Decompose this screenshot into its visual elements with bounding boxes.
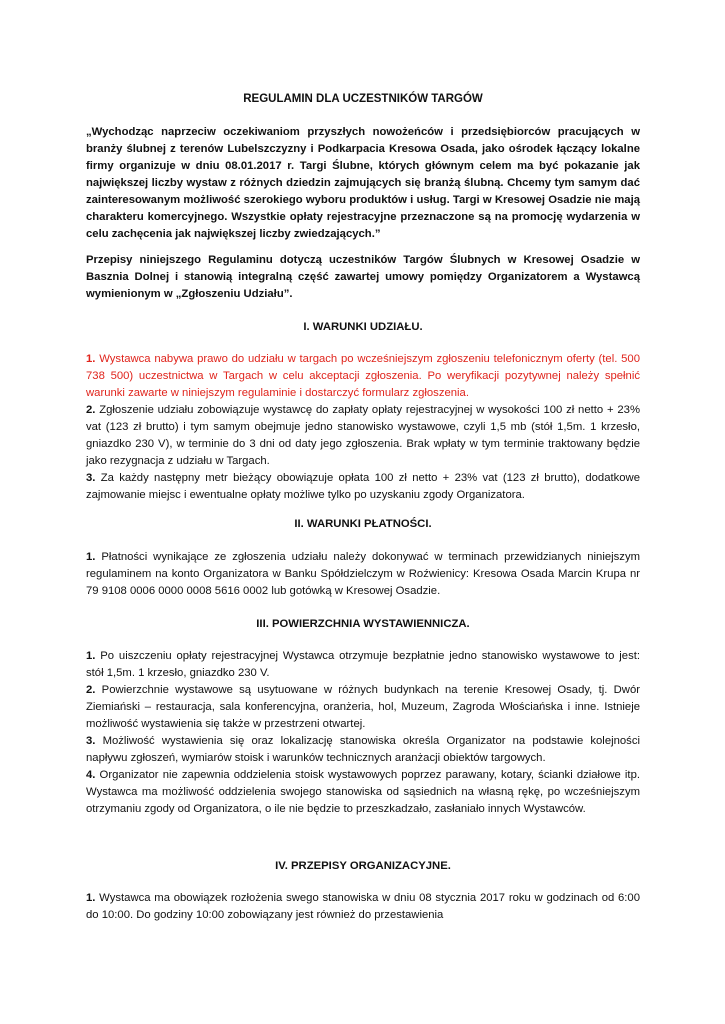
item-text: Zgłoszenie udziału zobowiązuje wystawcę do zapłaty opłaty rejestracyjnej w wysokości 100 zł netto + 23% vat (123 zł brutto) i tym samym obejmuje jedno stanowisko wystawowe, czyli 1,5 mb (stół 1,5m. 1 krzesło, gniazdko 230 V), w terminie do 3 dni od daty jego zgłoszenia. Brak wpłaty w tym terminie traktowany będzie jako rezygnacja z udziału w Targach. — [86, 404, 640, 467]
section-heading-powierzchnia: III. POWIERZCHNIA WYSTAWIENNICZA. — [256, 618, 470, 630]
list-item — [86, 402, 640, 470]
item-number: 1. — [86, 650, 96, 662]
section-body-warunki-platnosci — [86, 549, 640, 600]
item-number: 1. — [86, 892, 96, 904]
list-item — [86, 351, 640, 402]
list-item — [86, 470, 640, 504]
document-title: REGULAMIN DLA UCZESTNIKÓW TARGÓW — [243, 93, 483, 105]
item-text: Wystawca nabywa prawo do udziału w targach po wcześniejszym zgłoszeniu telefonicznym oferty (tel. 500 738 500) uczestnictwa w Targach w celu akceptacji zgłoszenia. Po weryfikacji pozytywnej należy spełnić warunki zawarte w niniejszym regulaminie i dostarczyć formularz zgłoszenia. — [86, 353, 640, 399]
item-number: 2. — [86, 404, 96, 416]
section-heading-warunki-platnosci: II. WARUNKI PŁATNOŚCI. — [294, 518, 432, 530]
section-body-przepisy — [86, 890, 640, 924]
item-text: Powierzchnie wystawowe są usytuowane w różnych budynkach na terenie Kresowej Osady, tj. Dwór Ziemiański – restauracja, sala konferencyjna, oranżeria, hol, Muzeum, Zagroda Włościańska i inne. Istnieje możliwość wystawienia się także w przestrzeni otwartej. — [86, 684, 640, 730]
list-item — [86, 648, 640, 682]
item-text: Organizator nie zapewnia oddzielenia stoisk wystawowych poprzez parawany, kotary, ścianki działowe itp. Wystawca ma możliwość oddzielenia swojego stanowiska od sąsiednich na własną rękę, po wcześniejszym otrzymaniu zgody od Organizatora, o ile nie będzie to przeszkadzało, zasłaniało innych Wystawców. — [86, 769, 640, 815]
scope-paragraph: Przepisy niniejszego Regulaminu dotyczą uczestników Targów Ślubnych w Kresowej Osadzie w Basznia Dolnej i stanowią integralną część zawartej umowy pomiędzy Organizatorem a Wystawcą wymienionym w „Zgłoszeniu Udziału”. — [86, 254, 640, 300]
item-number: 1. — [86, 353, 96, 365]
item-text: Za każdy następny metr bieżący obowiązuje opłata 100 zł netto + 23% vat (123 zł brutto), dodatkowe zajmowanie miejsc i ewentualne opłaty możliwe tylko po uzyskaniu zgody Organizatora. — [86, 472, 640, 501]
item-text: Płatności wynikające ze zgłoszenia udziału należy dokonywać w terminach przewidzianych niniejszym regulaminem na konto Organizatora w Banku Spółdzielczym w Roźwienicy: Kresowa Osada Marcin Krupa nr 79 9108 0006 0000 0008 5616 0002 lub gotówką w Kresowej Osadzie. — [86, 551, 640, 597]
list-item — [86, 549, 640, 600]
section-body-warunki-udzialu — [86, 351, 640, 504]
item-text: Możliwość wystawienia się oraz lokalizację stanowiska określa Organizator na podstawie kolejności napływu zgłoszeń, wymiarów stoisk i warunków technicznych aranżacji obiektów targowych. — [86, 735, 640, 764]
item-number: 3. — [86, 472, 96, 484]
section-heading-warunki-udzialu: I. WARUNKI UDZIAŁU. — [303, 321, 423, 333]
item-text: Po uiszczeniu opłaty rejestracyjnej Wystawca otrzymuje bezpłatnie jedno stanowisko wystawowe to jest: stół 1,5m. 1 krzesło, gniazdko 230 V. — [86, 650, 640, 679]
section-body-powierzchnia — [86, 648, 640, 818]
item-number: 3. — [86, 735, 96, 747]
item-number: 1. — [86, 551, 96, 563]
item-number: 4. — [86, 769, 96, 781]
intro-paragraph: „Wychodząc naprzeciw oczekiwaniom przyszłych nowożeńców i przedsiębiorców pracujących w branży ślubnej z terenów Lubelszczyzny i Podkarpacia Kresowa Osada, jako ośrodek łączący lokalne firmy organizuje w dniu 08.01.2017 r. Targi Ślubne, których głównym celem ma być pokazanie jak największej liczby wystaw z różnych dziedzin zajmujących się branżą ślubną. Chcemy tym samym dać zainteresowanym możliwość szerokiego wyboru produktów i usług. Targi w Kresowej Osadzie nie mają charakteru komercyjnego. Wszystkie opłaty rejestracyjne przeznaczone są na promocję wydarzenia w celu zachęcenia jak największej liczby zwiedzających.” — [86, 126, 640, 240]
list-item — [86, 733, 640, 767]
item-text: Wystawca ma obowiązek rozłożenia swego stanowiska w dniu 08 stycznia 2017 roku w godzinach od 6:00 do 10:00. Do godziny 10:00 zobowiązany jest również do przestawienia — [86, 892, 640, 921]
list-item — [86, 767, 640, 818]
list-item — [86, 890, 640, 924]
section-heading-przepisy: IV. PRZEPISY ORGANIZACYJNE. — [275, 860, 451, 872]
list-item — [86, 682, 640, 733]
item-number: 2. — [86, 684, 96, 696]
